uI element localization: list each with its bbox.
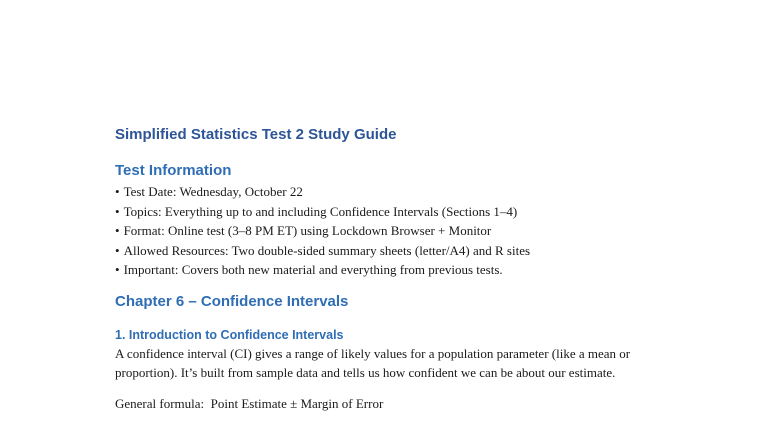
bullet-icon: • [115,184,120,199]
important-text: Important: Covers both new material and everything from previous tests. [123,262,503,277]
bullet-icon: • [115,203,120,219]
list-item [115,221,675,241]
document-body [115,124,675,413]
document-title: Simplified Statistics Test 2 Study Guide [115,126,397,143]
bullet-icon: • [115,223,120,238]
test-info-list [115,182,675,280]
resources-text: Allowed Resources: Two double-sided summary sheets (letter/A4) and R sites [123,242,531,258]
list-item [115,202,675,222]
list-item [115,241,675,261]
general-formula-text: General formula: Point Estimate ± Margin of Error [115,395,384,411]
section-paragraph: A confidence interval (CI) gives a range of likely values for a population parameter (like a mean or proportion). It’s built from sample data and tells us how confident we can be about our estimate. [115,345,631,380]
chapter-heading: Chapter 6 – Confidence Intervals [115,292,349,310]
bullet-icon: • [115,242,120,258]
list-item [115,260,675,280]
topics-text: Topics: Everything up to and including Confidence Intervals (Sections 1–4) [123,203,518,219]
format-text: Format: Online test (3–8 PM ET) using Lockdown Browser + Monitor [123,223,492,238]
section-heading: 1. Introduction to Confidence Intervals [115,327,344,342]
bullet-icon: • [115,262,120,277]
list-item [115,182,675,202]
test-date-text: Test Date: Wednesday, October 22 [123,184,303,199]
test-info-heading: Test Information [115,162,232,179]
